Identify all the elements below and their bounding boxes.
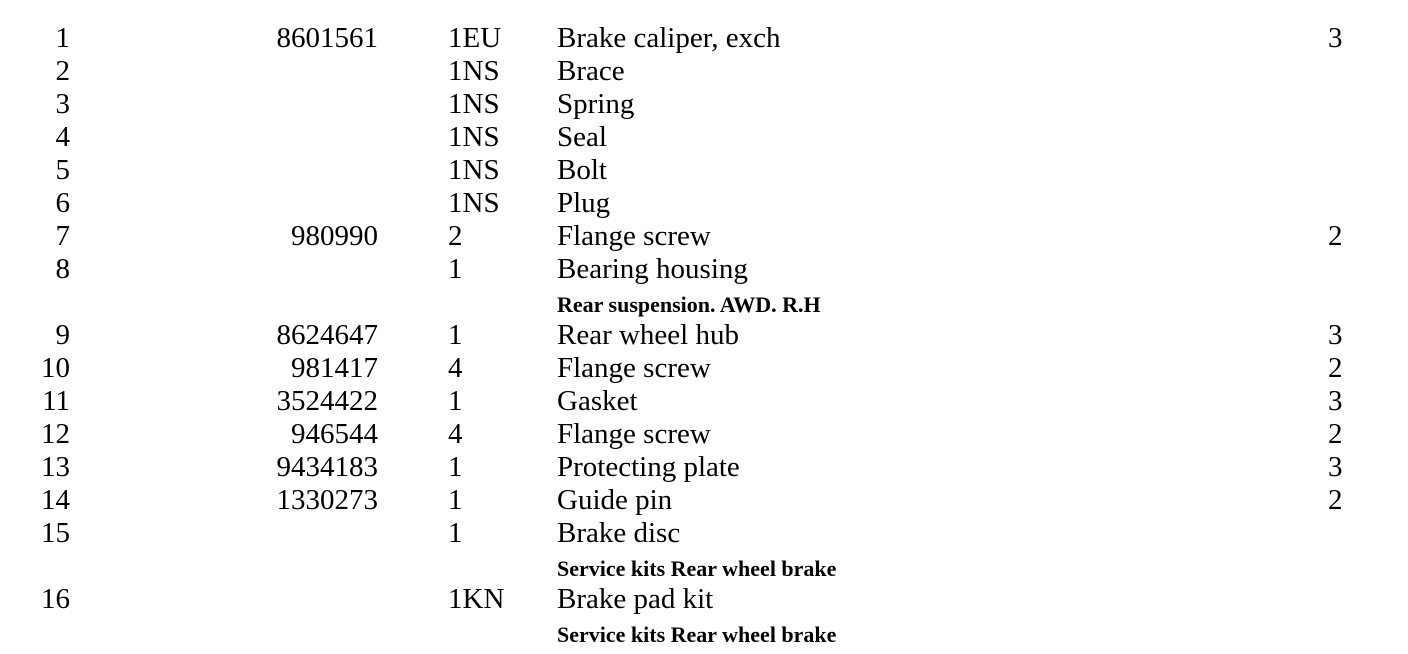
quantity: 4 <box>448 352 463 384</box>
quantity: 1 <box>448 253 463 285</box>
category: 2 <box>1328 484 1343 516</box>
description: Bolt <box>557 154 607 186</box>
description: Flange screw <box>557 418 711 450</box>
description: Gasket <box>557 385 638 417</box>
part-number: 8601561 <box>276 22 378 54</box>
table-row <box>0 187 1408 220</box>
description: Brake caliper, exch <box>557 22 781 54</box>
table-row <box>0 418 1408 451</box>
item-number: 12 <box>41 418 70 450</box>
parts-list <box>0 22 1408 649</box>
category: 3 <box>1328 319 1343 351</box>
description: Brake pad kit <box>557 583 714 615</box>
table-row <box>0 88 1408 121</box>
item-number: 2 <box>55 55 70 87</box>
part-number: 946544 <box>291 418 378 450</box>
section-heading <box>0 616 1408 649</box>
table-row <box>0 451 1408 484</box>
item-number: 9 <box>55 319 70 351</box>
item-number: 8 <box>55 253 70 285</box>
item-number: 10 <box>41 352 70 384</box>
description: Spring <box>557 88 635 120</box>
category: 2 <box>1328 352 1343 384</box>
quantity: 1NS <box>448 154 500 186</box>
part-number: 3524422 <box>276 385 378 417</box>
quantity: 1NS <box>448 187 500 219</box>
item-number: 1 <box>55 22 70 54</box>
quantity: 1EU <box>448 22 502 54</box>
description: Brake disc <box>557 517 681 549</box>
item-number: 6 <box>55 187 70 219</box>
section-heading <box>0 286 1408 319</box>
quantity: 1NS <box>448 121 500 153</box>
item-number: 11 <box>42 385 70 417</box>
table-row <box>0 220 1408 253</box>
description: Guide pin <box>557 484 673 516</box>
part-number: 980990 <box>291 220 378 252</box>
part-number: 1330273 <box>276 484 378 516</box>
quantity: 4 <box>448 418 463 450</box>
description: Rear wheel hub <box>557 319 739 351</box>
item-number: 14 <box>41 484 70 516</box>
item-number: 4 <box>55 121 70 153</box>
table-row <box>0 154 1408 187</box>
quantity: 1 <box>448 385 463 417</box>
part-number: 8624647 <box>276 319 378 351</box>
table-row <box>0 583 1408 616</box>
item-number: 13 <box>41 451 70 483</box>
category: 3 <box>1328 22 1343 54</box>
part-number: 981417 <box>291 352 378 384</box>
description: Flange screw <box>557 220 711 252</box>
table-row <box>0 22 1408 55</box>
category: 2 <box>1328 220 1343 252</box>
quantity: 1 <box>448 451 463 483</box>
quantity: 2 <box>448 220 463 252</box>
description: Brace <box>557 55 625 87</box>
quantity: 1 <box>448 319 463 351</box>
quantity: 1NS <box>448 55 500 87</box>
table-row <box>0 385 1408 418</box>
item-number: 5 <box>55 154 70 186</box>
category: 3 <box>1328 451 1343 483</box>
item-number: 15 <box>41 517 70 549</box>
table-row <box>0 55 1408 88</box>
description: Seal <box>557 121 607 153</box>
table-row <box>0 352 1408 385</box>
section-heading-text: Service kits Rear wheel brake <box>557 556 837 581</box>
description: Bearing housing <box>557 253 748 285</box>
quantity: 1 <box>448 484 463 516</box>
table-row <box>0 319 1408 352</box>
quantity: 1NS <box>448 88 500 120</box>
quantity: 1KN <box>448 583 505 615</box>
table-row <box>0 253 1408 286</box>
section-heading-text: Rear suspension. AWD. R.H <box>557 292 821 317</box>
item-number: 16 <box>41 583 70 615</box>
table-row <box>0 517 1408 550</box>
part-number: 9434183 <box>276 451 378 483</box>
quantity: 1 <box>448 517 463 549</box>
section-heading <box>0 550 1408 583</box>
section-heading-text: Service kits Rear wheel brake <box>557 622 837 647</box>
description: Plug <box>557 187 611 219</box>
category: 2 <box>1328 418 1343 450</box>
item-number: 3 <box>55 88 70 120</box>
item-number: 7 <box>55 220 70 252</box>
description: Protecting plate <box>557 451 740 483</box>
category: 3 <box>1328 385 1343 417</box>
description: Flange screw <box>557 352 711 384</box>
table-row <box>0 121 1408 154</box>
table-row <box>0 484 1408 517</box>
